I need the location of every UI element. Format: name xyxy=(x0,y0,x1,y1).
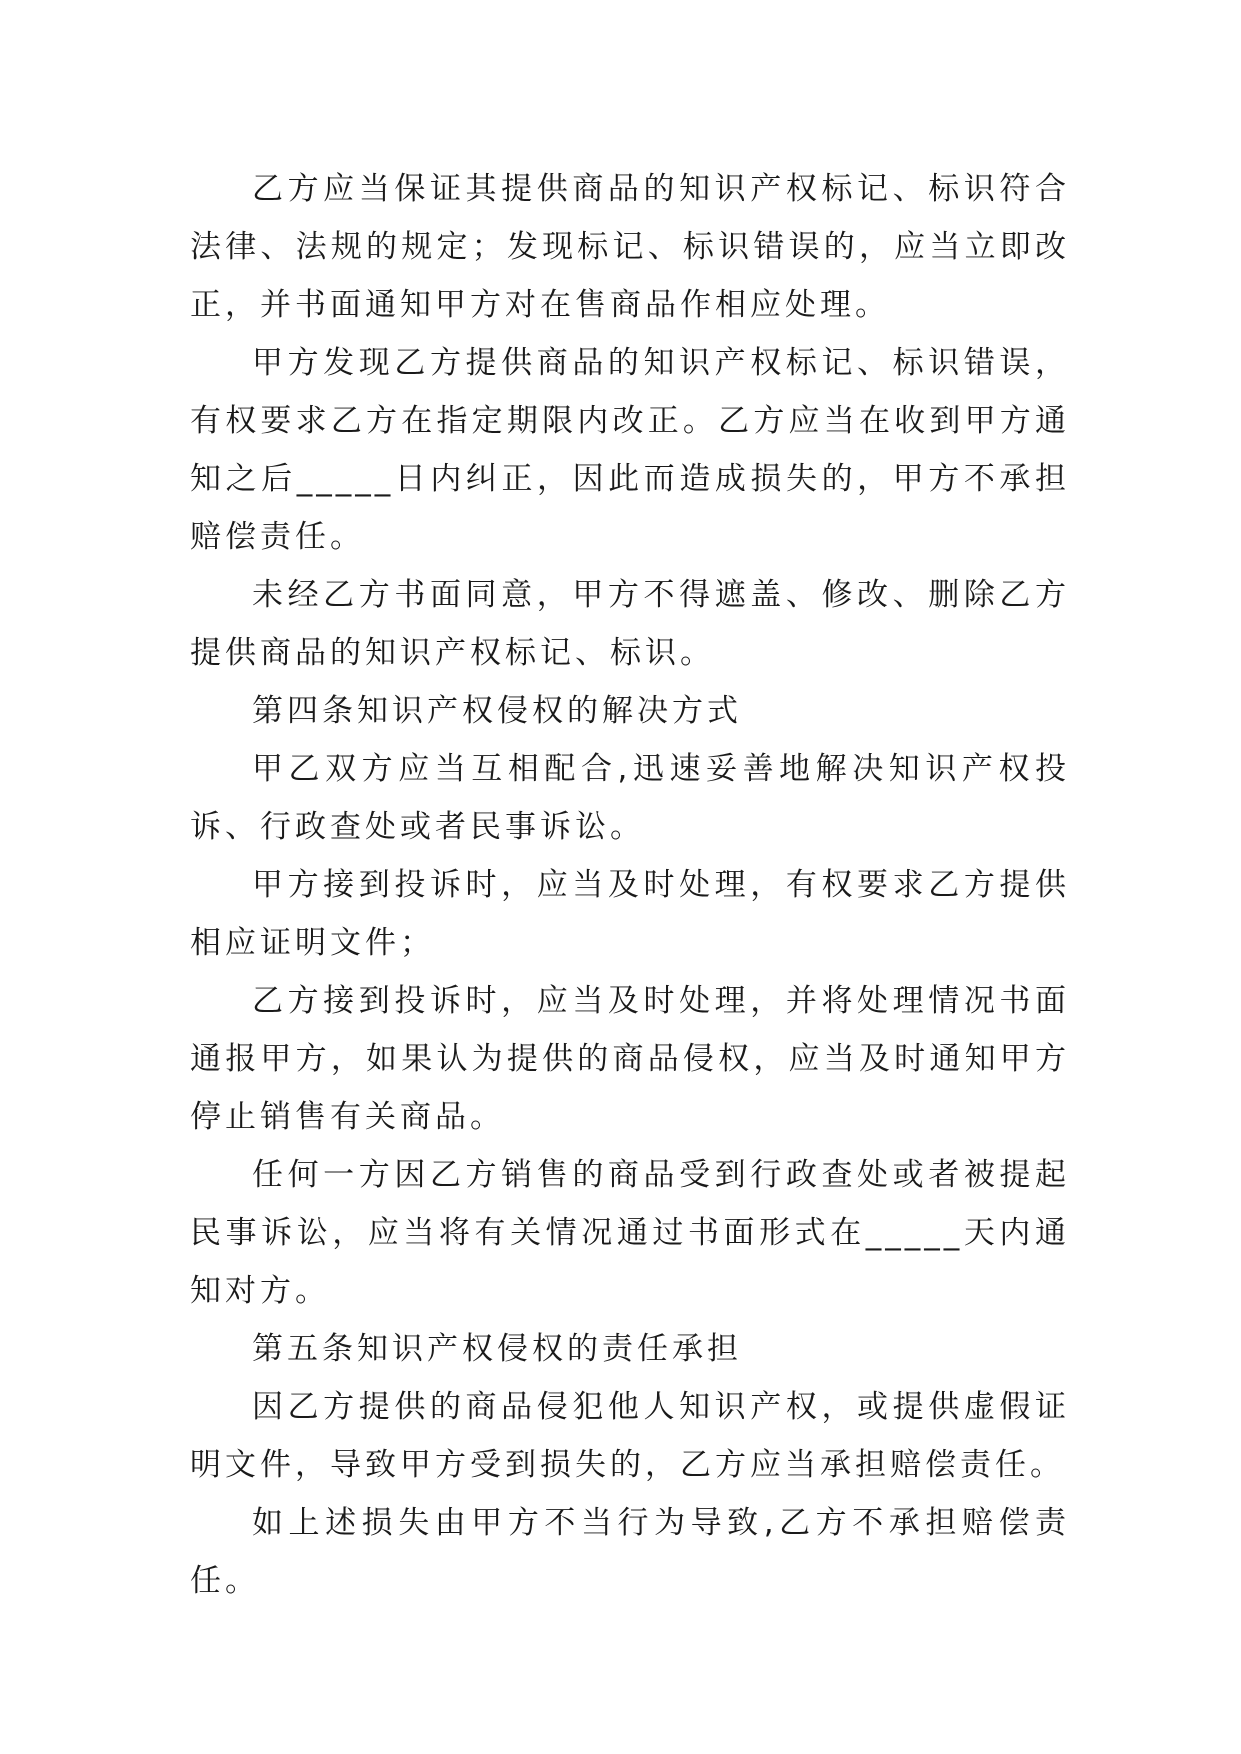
paragraph-mark-compliance: 乙方应当保证其提供商品的知识产权标记、标识符合法律、法规的规定；发现标记、标识错误的，应当立即改正，并书面通知甲方对在售商品作相应处理。 xyxy=(190,171,1070,323)
paragraph-party-a-complaint: 甲方接到投诉时，应当及时处理，有权要求乙方提供相应证明文件； xyxy=(190,867,1070,961)
paragraph-cooperation: 甲乙双方应当互相配合,迅速妥善地解决知识产权投诉、行政查处或者民事诉讼。 xyxy=(190,751,1070,845)
paragraph-notification: 任何一方因乙方销售的商品受到行政查处或者被提起民事诉讼，应当将有关情况通过书面形式在_____天内通知对方。 xyxy=(190,1157,1070,1309)
paragraph-no-alteration: 未经乙方书面同意，甲方不得遮盖、修改、删除乙方提供商品的知识产权标记、标识。 xyxy=(190,577,1070,671)
paragraph-liability: 因乙方提供的商品侵犯他人知识产权，或提供虚假证明文件，导致甲方受到损失的，乙方应当承担赔偿责任。 xyxy=(190,1389,1070,1483)
document-body xyxy=(190,160,1070,1610)
section-heading-article-5: 第五条知识产权侵权的责任承担 xyxy=(252,1331,742,1367)
section-heading-article-4: 第四条知识产权侵权的解决方式 xyxy=(252,693,742,729)
paragraph-mark-correction: 甲方发现乙方提供商品的知识产权标记、标识错误，有权要求乙方在指定期限内改正。乙方应当在收到甲方通知之后_____日内纠正，因此而造成损失的，甲方不承担赔偿责任。 xyxy=(190,345,1070,555)
paragraph-exemption: 如上述损失由甲方不当行为导致,乙方不承担赔偿责任。 xyxy=(190,1505,1070,1599)
paragraph-party-b-complaint: 乙方接到投诉时，应当及时处理，并将处理情况书面通报甲方，如果认为提供的商品侵权，应当及时通知甲方停止销售有关商品。 xyxy=(190,983,1070,1135)
